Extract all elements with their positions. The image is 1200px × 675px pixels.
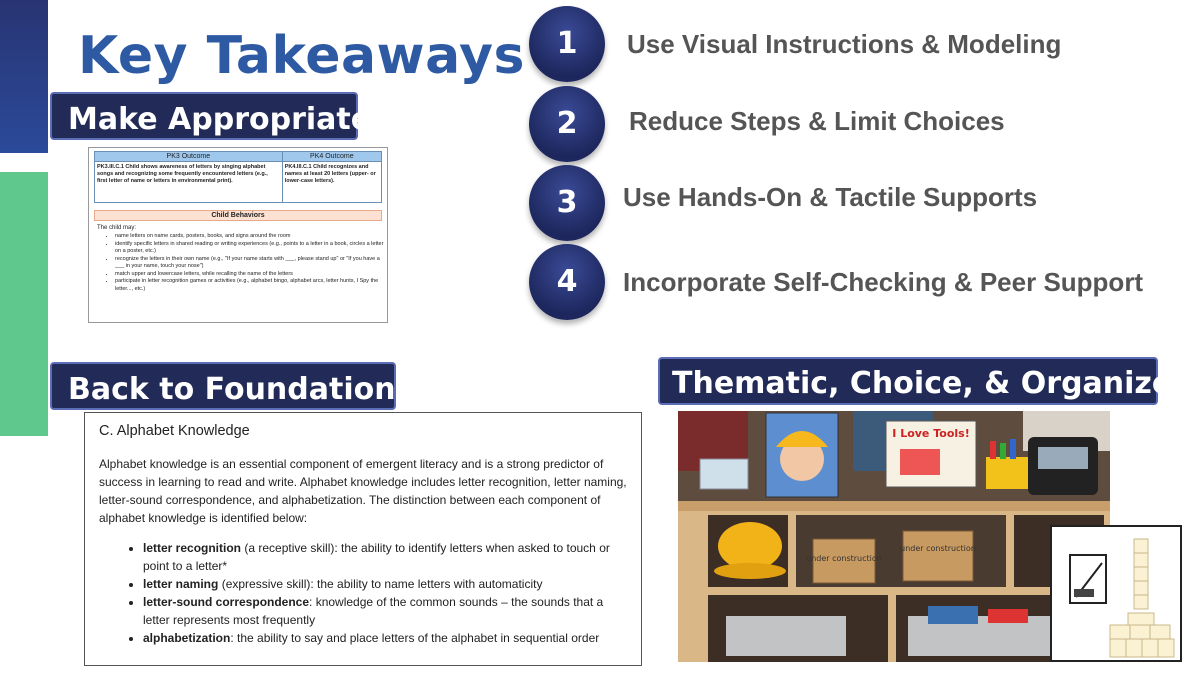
alphabet-knowledge-document	[84, 412, 642, 666]
term-desc: : the ability to say and place letters of the alphabet in sequential order	[230, 631, 600, 645]
classroom-shelf-photo	[678, 411, 1110, 662]
pk4-header: PK4 Outcome	[282, 152, 381, 162]
list-item: • name letters on name cards, posters, books, and signs around the room	[115, 233, 387, 241]
visual-schedule-inset	[1050, 525, 1182, 662]
step-4-text: Incorporate Self-Checking & Peer Support	[623, 267, 1144, 297]
term-desc: (expressive skill): the ability to name letters with automaticity	[218, 577, 543, 591]
child-may-intro: The child may:	[97, 225, 137, 231]
accent-bar-green	[0, 172, 48, 436]
list-item	[143, 593, 627, 629]
term-desc: : knowledge of the common sounds – the sounds that a letter represents most frequently	[143, 595, 604, 627]
alphabet-paragraph: Alphabet knowledge is an essential component of emergent literacy and is a strong predictor of success in learning to read and write. Alphabet knowledge includes letter recognition, letter naming, letter-sound correspondence, and alphabetization. The distinction between each component of alphabet knowledge is identified below:	[99, 457, 627, 525]
list-item	[143, 575, 627, 593]
shelf-illustration	[678, 411, 1110, 662]
pk4-outcome: PK4.III.C.1 Child recognizes and names at least 20 letters (upper- or lower-case letters).	[282, 162, 381, 203]
page-title: Key Takeaways	[78, 26, 525, 86]
step-2-badge: 2	[529, 86, 605, 162]
list-item: • match upper and lowercase letters, while recalling the name of the letters	[115, 271, 387, 279]
alphabet-heading: C. Alphabet Knowledge	[99, 423, 250, 439]
make-appropriate-label: Make Appropriate	[50, 92, 358, 140]
list-item: • participate in letter recognition games or activities (e.g., alphabet bingo, alphabet arcs, letter hunts, I Spy the letter..., etc.)	[115, 278, 387, 293]
pk3-outcome: PK3.III.C.1 Child shows awareness of letters by singing alphabet songs and recognizing some frequently encountered letters (e.g., first letter of name or letters in environmental print).	[95, 162, 283, 203]
term: letter-sound correspondence	[143, 595, 310, 609]
step-1-text: Use Visual Instructions & Modeling	[627, 29, 1062, 59]
step-3-badge: 3	[529, 165, 605, 241]
box-label-1: under construction	[806, 554, 882, 563]
step-1-badge: 1	[529, 6, 605, 82]
schedule-illustration	[1052, 527, 1180, 660]
outcome-table	[94, 151, 382, 203]
behavior-list	[103, 233, 387, 293]
child-behaviors-header: Child Behaviors	[94, 210, 382, 221]
list-item	[143, 539, 627, 575]
box-label-2: under construction	[900, 544, 976, 553]
term-desc: (a receptive skill): the ability to identify letters when asked to touch or point to a letter*	[143, 541, 610, 573]
accent-bar-navy	[0, 0, 48, 153]
step-4-badge: 4	[529, 244, 605, 320]
block-tower-icon	[1110, 539, 1174, 657]
back-to-foundations-label: Back to Foundations	[50, 362, 396, 410]
alphabet-list	[99, 539, 627, 647]
term: letter recognition	[143, 541, 242, 555]
thematic-label: Thematic, Choice, & Organized	[658, 357, 1158, 405]
step-2-text: Reduce Steps & Limit Choices	[629, 106, 1005, 136]
term: alphabetization	[143, 631, 231, 645]
list-item: • recognize the letters in their own name (e.g., "If your name starts with ___, please stand up" or "If you have a ___ in your name, touch your nose")	[115, 256, 387, 271]
pk3-header: PK3 Outcome	[95, 152, 283, 162]
list-item: • identify specific letters in shared reading or writing experiences (e.g., points to a letter in a book, circles a letter on a poster, etc.)	[115, 241, 387, 256]
term: letter naming	[143, 577, 219, 591]
step-3-text: Use Hands-On & Tactile Supports	[623, 182, 1038, 212]
outcome-document	[88, 147, 388, 323]
list-item	[143, 629, 627, 647]
book-title: I Love Tools!	[892, 427, 970, 440]
